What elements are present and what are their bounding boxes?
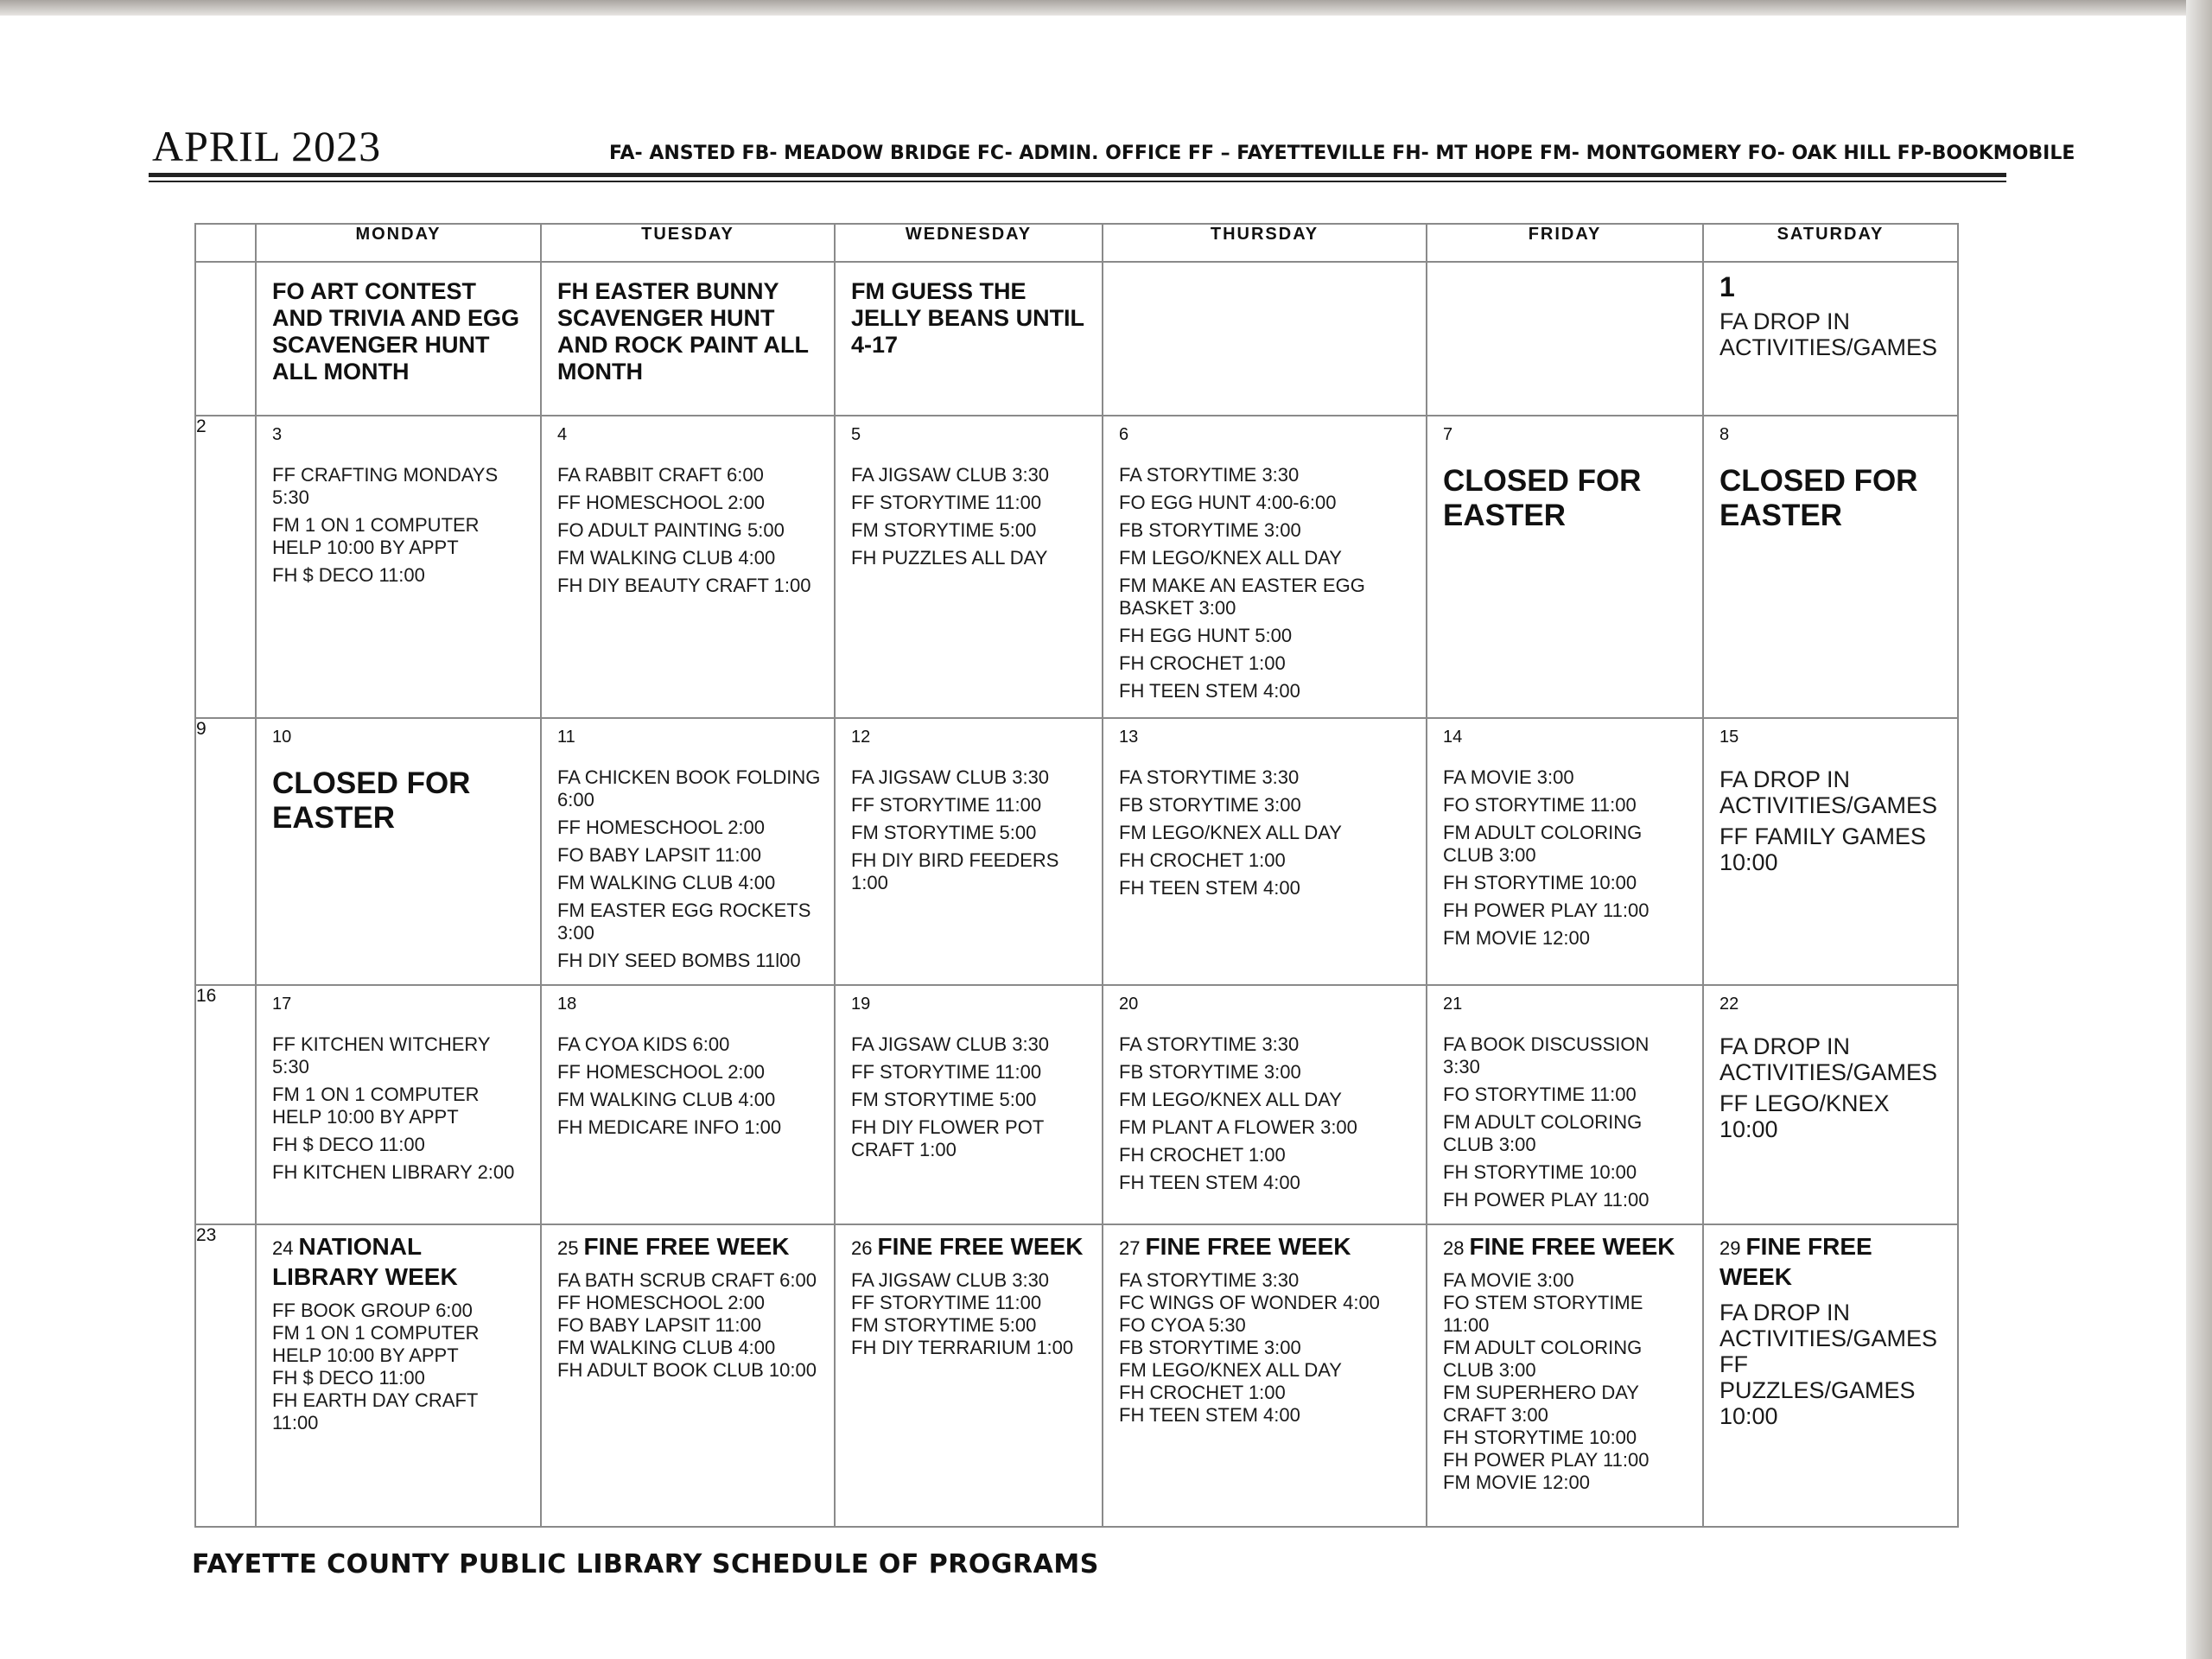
program-event: FO BABY LAPSIT 11:00 (557, 1314, 762, 1336)
day-cell (1103, 1224, 1427, 1527)
program-event: FH TEEN STEM 4:00 (1119, 1404, 1300, 1426)
day-cell-content (1704, 986, 1957, 1154)
week-number: 2 (195, 416, 256, 718)
week-row (195, 1224, 1958, 1527)
day-number: 5 (851, 425, 861, 444)
program-event: FH DIY TERRARIUM 1:00 (851, 1337, 1074, 1358)
program-event: FF STORYTIME 11:00 (851, 1061, 1042, 1083)
day-number: 21 (1443, 995, 1463, 1014)
program-event: FF STORYTIME 11:00 (851, 1292, 1042, 1313)
day-number: 11 (557, 728, 575, 747)
day-cell (541, 985, 835, 1224)
program-event: FA DROP IN ACTIVITIES/GAMES (1719, 1300, 1938, 1351)
program-event: FO BABY LAPSIT 11:00 (557, 844, 762, 866)
program-event: FM SUPERHERO DAY CRAFT 3:00 (1443, 1382, 1639, 1426)
program-event: FH $ DECO 11:00 (272, 1367, 425, 1389)
program-event: FH $ DECO 11:00 (272, 1134, 425, 1155)
day-heading (851, 1234, 1090, 1264)
day-number: 25 (557, 1237, 579, 1259)
day-cell (1703, 1224, 1958, 1527)
day-heading (1719, 1234, 1945, 1294)
program-event: FA BATH SCRUB CRAFT 6:00 (557, 1269, 817, 1291)
program-event: FM MOVIE 12:00 (1443, 1471, 1590, 1493)
week-number (195, 262, 256, 416)
day-cell-content (1427, 1225, 1702, 1501)
program-event: FH ADULT BOOK CLUB 10:00 (557, 1359, 817, 1381)
day-cell-content (1704, 263, 1957, 372)
program-event: FH POWER PLAY 11:00 (1443, 1449, 1649, 1471)
day-number: 7 (1443, 425, 1453, 444)
day-number: 10 (272, 728, 292, 747)
day-cell (541, 262, 835, 416)
program-event: FM WALKING CLUB 4:00 (557, 547, 776, 569)
footer-title: FAYETTE COUNTY PUBLIC LIBRARY SCHEDULE OF PROGRAMS (192, 1549, 1099, 1580)
program-event: FM 1 ON 1 COMPUTER HELP 10:00 BY APPT (272, 1322, 480, 1366)
program-event: FA RABBIT CRAFT 6:00 (557, 464, 764, 486)
day-cell (1427, 416, 1703, 718)
day-cell (1103, 985, 1427, 1224)
day-heading (272, 1234, 528, 1294)
day-cell-content (836, 719, 1102, 906)
program-event: FH CROCHET 1:00 (1119, 849, 1286, 871)
day-number: 12 (851, 728, 871, 747)
program-event: FO STORYTIME 11:00 (1443, 794, 1637, 816)
day-number: 6 (1119, 425, 1129, 444)
header-rule (149, 173, 2006, 177)
program-event: FA BOOK DISCUSSION 3:30 (1443, 1033, 1649, 1077)
day-cell-content (1427, 416, 1702, 540)
program-event: FA CHICKEN BOOK FOLDING 6:00 (557, 766, 821, 810)
day-heading (1119, 1234, 1414, 1264)
day-cell-content (257, 719, 540, 842)
program-event: FM WALKING CLUB 4:00 (557, 1337, 776, 1358)
day-cell-content (1427, 719, 1702, 962)
day-cell (541, 1224, 835, 1527)
program-event: FO STEM STORYTIME 11:00 (1443, 1292, 1643, 1336)
program-event: FM ADULT COLORING CLUB 3:00 (1443, 822, 1643, 866)
program-event: FH $ DECO 11:00 (272, 564, 425, 586)
day-cell (835, 718, 1103, 985)
header-friday: FRIDAY (1427, 224, 1703, 262)
closed-notice: CLOSED FOR EASTER (1443, 464, 1642, 532)
day-number: 14 (1443, 728, 1463, 747)
week-row (195, 718, 1958, 985)
day-number: 26 (851, 1237, 873, 1259)
program-event: FH CROCHET 1:00 (1119, 1382, 1286, 1403)
day-number: 19 (851, 995, 871, 1014)
day-number: 27 (1119, 1237, 1141, 1259)
program-event: FB STORYTIME 3:00 (1119, 794, 1301, 816)
week-theme-label: FINE FREE WEEK (1719, 1233, 1872, 1290)
month-long-event: FM GUESS THE JELLY BEANS UNTIL 4-17 (851, 278, 1084, 358)
day-cell-content (836, 416, 1102, 582)
day-number: 8 (1719, 425, 1730, 444)
program-event: FA DROP IN ACTIVITIES/GAMES (1719, 1033, 1938, 1085)
day-cell (1427, 262, 1703, 416)
day-cell-content (1103, 263, 1426, 278)
program-event: FA DROP IN ACTIVITIES/GAMES (1719, 308, 1938, 360)
program-event: FH STORYTIME 10:00 (1443, 1427, 1637, 1448)
program-event: FH POWER PLAY 11:00 (1443, 1189, 1649, 1211)
background-edge (0, 0, 2212, 16)
program-event: FM STORYTIME 5:00 (851, 822, 1037, 843)
program-event: FA DROP IN ACTIVITIES/GAMES (1719, 766, 1938, 818)
program-event: FH TEEN STEM 4:00 (1119, 1172, 1300, 1193)
week-number-header (195, 224, 256, 262)
program-event: FM LEGO/KNEX ALL DAY (1119, 1359, 1342, 1381)
day-cell (256, 718, 541, 985)
header-tuesday: TUESDAY (541, 224, 835, 262)
day-cell-content (542, 986, 834, 1151)
program-event: FA STORYTIME 3:30 (1119, 1033, 1300, 1055)
day-heading (1443, 1234, 1690, 1264)
program-event: FF PUZZLES/GAMES 10:00 (1719, 1351, 1916, 1429)
program-event: FO ADULT PAINTING 5:00 (557, 519, 785, 541)
day-cell-content (836, 263, 1102, 365)
day-cell (835, 262, 1103, 416)
program-event: FM MOVIE 12:00 (1443, 927, 1590, 949)
program-event: FF STORYTIME 11:00 (851, 492, 1042, 513)
header-wednesday: WEDNESDAY (835, 224, 1103, 262)
week-theme-label: NATIONAL LIBRARY WEEK (272, 1233, 458, 1290)
day-cell-content (1704, 416, 1957, 540)
program-event: FF HOMESCHOOL 2:00 (557, 1292, 766, 1313)
program-event: FA STORYTIME 3:30 (1119, 766, 1300, 788)
week-number: 9 (195, 718, 256, 985)
branch-legend: FA- ANSTED FB- MEADOW BRIDGE FC- ADMIN. OFFICE FF – FAYETTEVILLE FH- MT HOPE FM- MONTGOMERY FO- OAK HILL FP-BOOKMOBILE (609, 143, 2075, 164)
program-event: FF CRAFTING MONDAYS 5:30 (272, 464, 499, 508)
program-event: FM 1 ON 1 COMPUTER HELP 10:00 BY APPT (272, 1084, 480, 1128)
closed-notice: CLOSED FOR EASTER (1719, 464, 1918, 532)
program-event: FA JIGSAW CLUB 3:30 (851, 766, 1050, 788)
program-event: FH MEDICARE INFO 1:00 (557, 1116, 782, 1138)
week-theme-label: FINE FREE WEEK (583, 1233, 790, 1260)
month-long-event: FH EASTER BUNNY SCAVENGER HUNT AND ROCK PAINT ALL MONTH (557, 278, 809, 385)
program-event: FM STORYTIME 5:00 (851, 1089, 1037, 1110)
day-cell (1703, 718, 1958, 985)
week-number: 16 (195, 985, 256, 1224)
program-event: FH DIY FLOWER POT CRAFT 1:00 (851, 1116, 1044, 1160)
program-event: FA JIGSAW CLUB 3:30 (851, 1033, 1050, 1055)
week-theme-label: FINE FREE WEEK (1469, 1233, 1675, 1260)
day-cell (541, 416, 835, 718)
program-event: FH POWER PLAY 11:00 (1443, 899, 1649, 921)
day-cell (541, 718, 835, 985)
program-event: FA STORYTIME 3:30 (1119, 1269, 1300, 1291)
day-cell (1103, 718, 1427, 985)
month-long-event: FO ART CONTEST AND TRIVIA AND EGG SCAVENGER HUNT ALL MONTH (272, 278, 520, 385)
day-cell (1703, 985, 1958, 1224)
program-event: FA STORYTIME 3:30 (1119, 464, 1300, 486)
program-event: FM LEGO/KNEX ALL DAY (1119, 547, 1342, 569)
program-event: FH STORYTIME 10:00 (1443, 872, 1637, 893)
day-number: 20 (1119, 995, 1139, 1014)
day-cell (1427, 1224, 1703, 1527)
program-event: FM PLANT A FLOWER 3:00 (1119, 1116, 1357, 1138)
program-event: FA JIGSAW CLUB 3:30 (851, 1269, 1050, 1291)
program-event: FM MAKE AN EASTER EGG BASKET 3:00 (1119, 575, 1365, 619)
day-cell (835, 1224, 1103, 1527)
day-cell (256, 416, 541, 718)
program-event: FM WALKING CLUB 4:00 (557, 872, 776, 893)
day-cell (256, 985, 541, 1224)
header-monday: MONDAY (256, 224, 541, 262)
program-event: FA MOVIE 3:00 (1443, 1269, 1574, 1291)
day-cell-content (1704, 719, 1957, 887)
header-saturday: SATURDAY (1703, 224, 1958, 262)
day-number: 3 (272, 425, 283, 444)
day-cell-content (1427, 263, 1702, 278)
day-cell (1103, 262, 1427, 416)
program-event: FH EARTH DAY CRAFT 11:00 (272, 1389, 478, 1433)
day-cell-content (542, 719, 834, 984)
header-rule-thin (149, 181, 2006, 182)
program-event: FF LEGO/KNEX 10:00 (1719, 1090, 1890, 1142)
program-event: FH PUZZLES ALL DAY (851, 547, 1048, 569)
day-cell-content (257, 1225, 540, 1441)
day-cell (1703, 262, 1958, 416)
day-number: 24 (272, 1237, 294, 1259)
program-event: FC WINGS OF WONDER 4:00 (1119, 1292, 1380, 1313)
day-cell-content (1103, 986, 1426, 1206)
day-number: 13 (1119, 728, 1139, 747)
day-cell-content (257, 986, 540, 1196)
program-event: FM ADULT COLORING CLUB 3:00 (1443, 1337, 1643, 1381)
day-number: 18 (557, 995, 577, 1014)
day-cell (835, 985, 1103, 1224)
day-cell (256, 262, 541, 416)
day-cell (1427, 718, 1703, 985)
program-event: FF KITCHEN WITCHERY 5:30 (272, 1033, 491, 1077)
program-event: FM WALKING CLUB 4:00 (557, 1089, 776, 1110)
day-cell (1427, 985, 1703, 1224)
day-number: 17 (272, 995, 292, 1014)
calendar-grid (194, 223, 1959, 1528)
day-cell-content (1427, 986, 1702, 1224)
program-event: FM 1 ON 1 COMPUTER HELP 10:00 BY APPT (272, 514, 480, 558)
paper-shadow (2186, 0, 2212, 1659)
day-number: 15 (1719, 728, 1739, 747)
program-event: FF BOOK GROUP 6:00 (272, 1300, 473, 1321)
day-cell (1103, 416, 1427, 718)
day-number: 28 (1443, 1237, 1465, 1259)
day-cell-content (542, 1225, 834, 1389)
program-event: FM LEGO/KNEX ALL DAY (1119, 1089, 1342, 1110)
program-event: FH KITCHEN LIBRARY 2:00 (272, 1161, 515, 1183)
program-event: FB STORYTIME 3:00 (1119, 1061, 1301, 1083)
day-cell (1703, 416, 1958, 718)
week-number: 23 (195, 1224, 256, 1527)
program-event: FM STORYTIME 5:00 (851, 519, 1037, 541)
program-event: FM LEGO/KNEX ALL DAY (1119, 822, 1342, 843)
program-event: FO CYOA 5:30 (1119, 1314, 1246, 1336)
program-event: FM ADULT COLORING CLUB 3:00 (1443, 1111, 1643, 1155)
program-event: FH EGG HUNT 5:00 (1119, 625, 1293, 646)
day-cell-content (1704, 1225, 1957, 1436)
day-cell-content (836, 986, 1102, 1173)
day-cell-content (542, 416, 834, 609)
day-number: 22 (1719, 995, 1739, 1014)
header-thursday: THURSDAY (1103, 224, 1427, 262)
program-event: FH TEEN STEM 4:00 (1119, 877, 1300, 899)
program-event: FH DIY BEAUTY CRAFT 1:00 (557, 575, 811, 596)
day-cell-content (1103, 1225, 1426, 1433)
month-title: APRIL 2023 (152, 122, 382, 170)
program-event: FF HOMESCHOOL 2:00 (557, 817, 766, 838)
day-cell-content (836, 1225, 1102, 1366)
day-cell-content (1103, 416, 1426, 715)
program-event: FF STORYTIME 11:00 (851, 794, 1042, 816)
weekday-header-row (195, 224, 1958, 262)
day-cell-content (542, 263, 834, 392)
program-event: FH DIY SEED BOMBS 11l00 (557, 950, 801, 971)
program-event: FF HOMESCHOOL 2:00 (557, 492, 766, 513)
week-theme-label: FINE FREE WEEK (1145, 1233, 1351, 1260)
program-event: FF FAMILY GAMES 10:00 (1719, 823, 1927, 875)
day-heading (557, 1234, 822, 1264)
program-event: FM STORYTIME 5:00 (851, 1314, 1037, 1336)
program-event: FH TEEN STEM 4:00 (1119, 680, 1300, 702)
program-event: FH DIY BIRD FEEDERS 1:00 (851, 849, 1059, 893)
day-cell-content (257, 263, 540, 392)
program-event: FO EGG HUNT 4:00-6:00 (1119, 492, 1337, 513)
week-row (195, 985, 1958, 1224)
closed-notice: CLOSED FOR EASTER (272, 766, 471, 835)
day-cell (835, 416, 1103, 718)
program-event: FH CROCHET 1:00 (1119, 1144, 1286, 1166)
day-number: 29 (1719, 1237, 1741, 1259)
program-event: FA JIGSAW CLUB 3:30 (851, 464, 1050, 486)
program-event: FF HOMESCHOOL 2:00 (557, 1061, 766, 1083)
week-theme-label: FINE FREE WEEK (877, 1233, 1084, 1260)
program-event: FA CYOA KIDS 6:00 (557, 1033, 730, 1055)
program-event: FM EASTER EGG ROCKETS 3:00 (557, 899, 811, 944)
day-number: 1 (1719, 271, 1735, 302)
program-event: FO STORYTIME 11:00 (1443, 1084, 1637, 1105)
week-row (195, 262, 1958, 416)
program-event: FB STORYTIME 3:00 (1119, 519, 1301, 541)
program-event: FB STORYTIME 3:00 (1119, 1337, 1301, 1358)
program-event: FH CROCHET 1:00 (1119, 652, 1286, 674)
day-number: 4 (557, 425, 568, 444)
day-cell (256, 1224, 541, 1527)
program-event: FA MOVIE 3:00 (1443, 766, 1574, 788)
day-cell-content (257, 416, 540, 599)
day-cell-content (1103, 719, 1426, 912)
week-row (195, 416, 1958, 718)
program-event: FH STORYTIME 10:00 (1443, 1161, 1637, 1183)
